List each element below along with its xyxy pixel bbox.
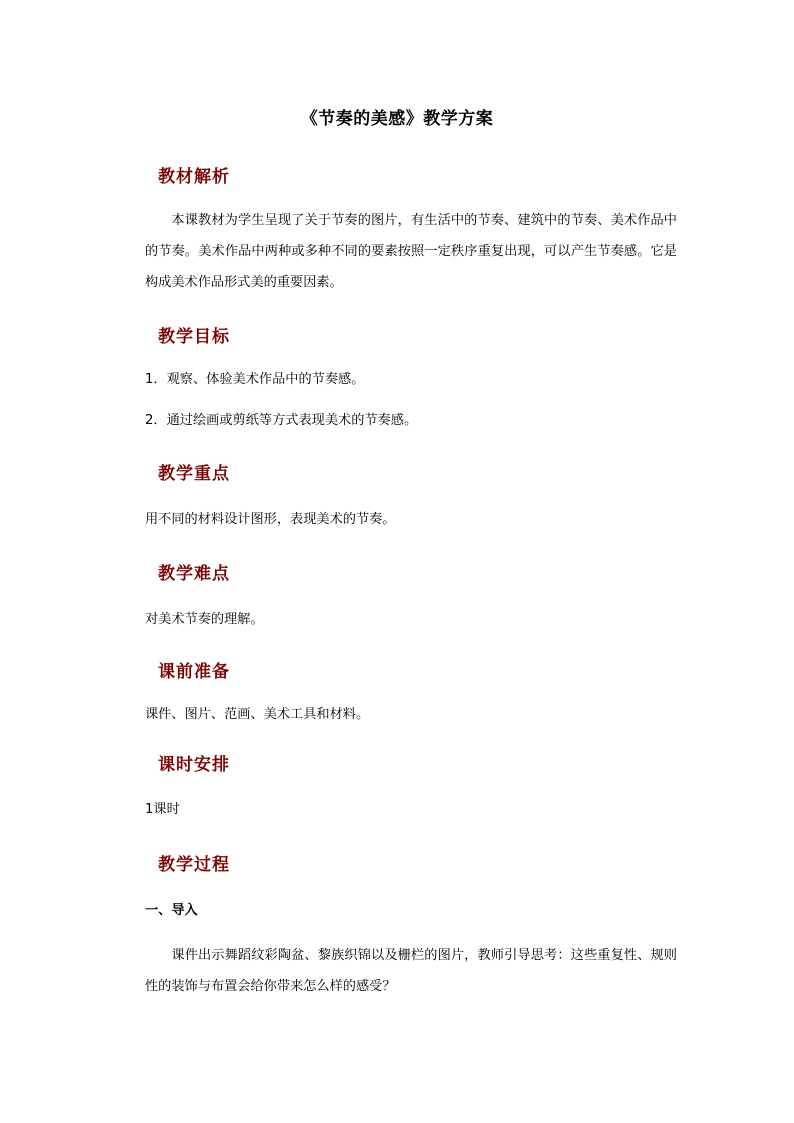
goal-item-1: 1．观察、体验美术作品中的节奏感。 [145, 372, 365, 387]
difficulties-text: 对美术节奏的理解。 [145, 612, 264, 627]
process-subheading-intro: 一、导入 [145, 903, 198, 918]
document-title: 《节奏的美感》教学方案 [300, 109, 494, 129]
heading-schedule: 课时安排 [158, 755, 230, 775]
process-intro-paragraph: 课件出示舞蹈纹彩陶盆、黎族织锦以及栅栏的图片，教师引导思考：这些重复性、规则性的装饰与布置会给你带来怎么样的感受？ [145, 948, 677, 994]
heading-difficulties: 教学难点 [158, 564, 230, 584]
heading-preparation: 课前准备 [158, 662, 230, 682]
schedule-text: 1课时 [145, 802, 180, 817]
preparation-text: 课件、图片、范画、美术工具和材料。 [145, 707, 370, 722]
key-points-text: 用不同的材料设计图形，表现美术的节奏。 [145, 512, 396, 527]
goal-item-2: 2．通过绘画或剪纸等方式表现美术的节奏感。 [145, 413, 418, 428]
heading-process: 教学过程 [158, 855, 230, 875]
analysis-paragraph: 本课教材为学生呈现了关于节奏的图片，有生活中的节奏、建筑中的节奏、美术作品中的节奏。美术作品中两种或多种不同的要素按照一定秩序重复出现，可以产生节奏感。它是构成美术作品形式美的重要因素。 [145, 213, 677, 290]
heading-key-points: 教学重点 [158, 464, 230, 484]
heading-analysis: 教材解析 [158, 167, 230, 187]
heading-goals: 教学目标 [158, 327, 230, 347]
